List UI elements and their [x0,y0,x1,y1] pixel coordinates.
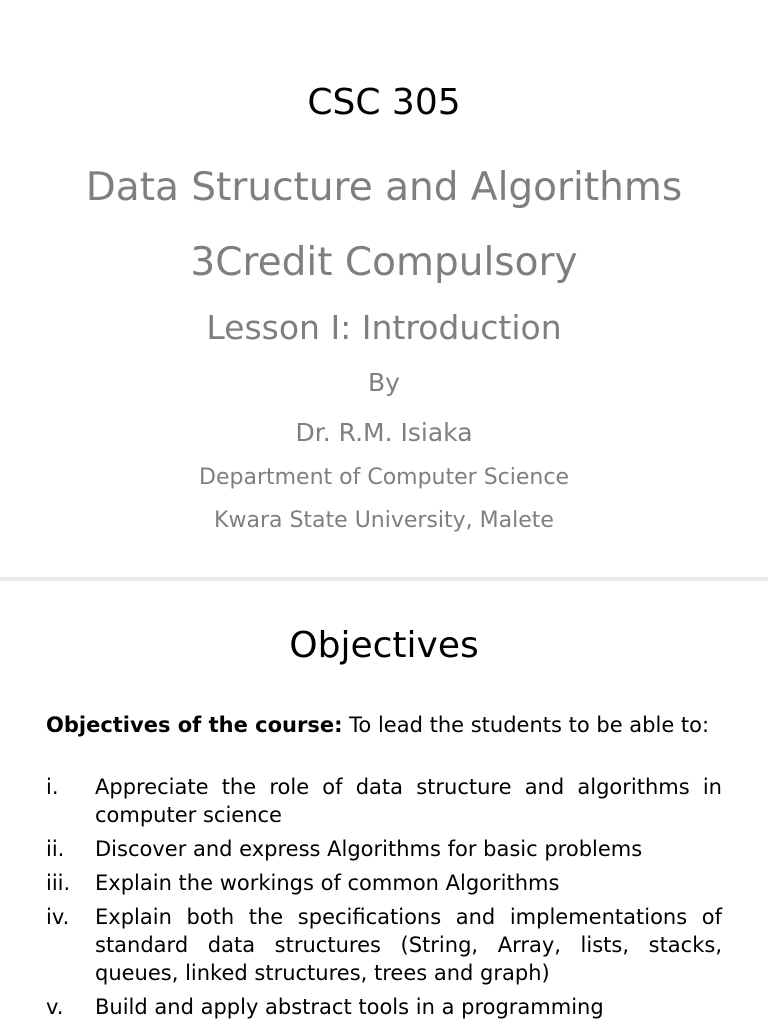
course-credit: 3Credit Compulsory [190,240,578,285]
objective-text: Explain both the specifications and implementations of standard data structures (String, Array, lists, stacks, queues, linked structures, trees and graph) [95,905,722,985]
objective-number: i. [46,775,59,799]
objective-text: Appreciate the role of data structure and algorithms in computer science [95,775,722,827]
objective-item [46,773,722,829]
objective-text: Build and apply abstract tools in a programming [95,995,604,1019]
course-code: CSC 305 [307,82,461,123]
objectives-intro [46,711,722,739]
objective-number: iii. [46,871,71,895]
objective-text: Discover and express Algorithms for basic problems [95,837,643,861]
objective-number: iv. [46,905,70,929]
author-name: Dr. R.M. Isiaka [295,418,473,447]
objective-item [46,835,722,863]
slide-divider [0,577,768,581]
intro-label: Objectives of the course: [46,713,343,737]
department-name: Department of Computer Science [199,465,569,490]
intro-text: To lead the students to be able to: [342,713,710,737]
by-label: By [368,368,400,397]
objective-number: v. [46,995,64,1019]
objective-text: Explain the workings of common Algorithms [95,871,560,895]
objectives-slide [0,582,768,1024]
objectives-heading: Objectives [289,625,479,666]
university-name: Kwara State University, Malete [214,508,554,533]
objective-item [46,869,722,897]
lesson-title: Lesson I: Introduction [206,308,562,347]
objective-number: ii. [46,837,65,861]
objective-item [46,993,722,1021]
objective-item [46,903,722,987]
course-title: Data Structure and Algorithms [85,165,683,210]
objectives-list [46,773,722,1027]
